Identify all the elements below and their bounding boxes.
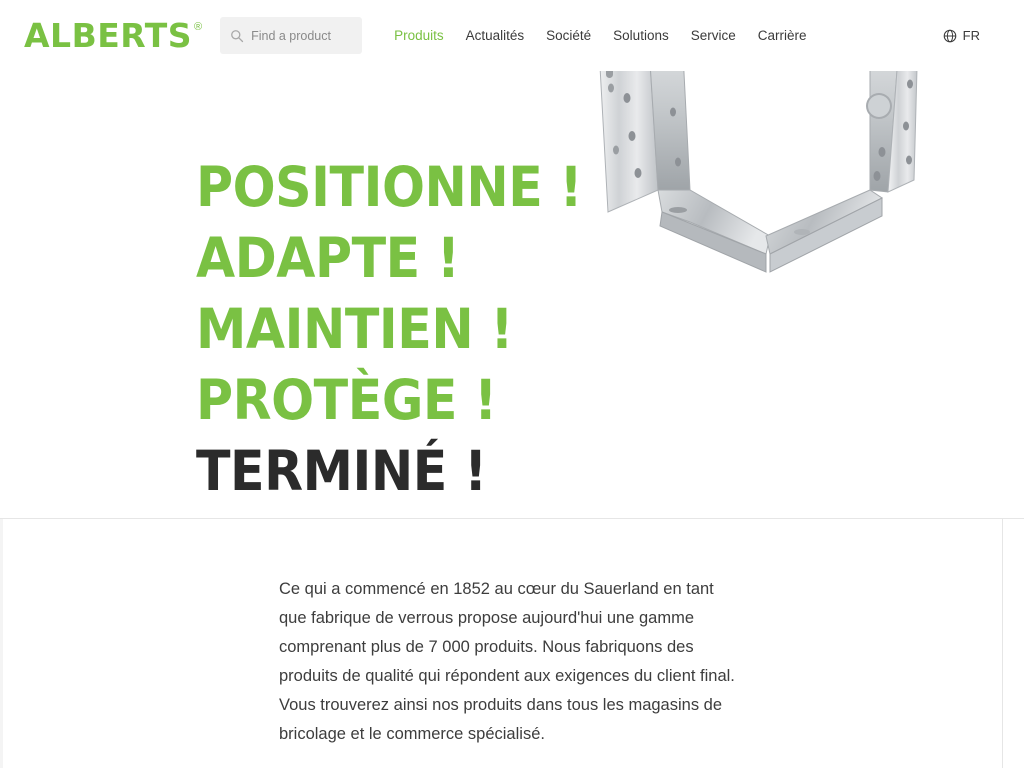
registered-mark-icon: ®	[193, 21, 203, 33]
site-header	[0, 0, 1024, 71]
nav-item-solutions[interactable]: Solutions	[613, 28, 669, 43]
language-selector[interactable]	[943, 28, 980, 43]
right-edge-strip	[1002, 519, 1024, 768]
headline-line-2: ADAPTE !	[196, 226, 460, 290]
hero-headline	[196, 152, 716, 507]
language-label: FR	[962, 28, 980, 43]
nav-item-societe[interactable]: Société	[546, 28, 592, 43]
left-edge-strip	[0, 519, 3, 768]
search-input[interactable]	[251, 29, 352, 43]
nav-item-produits[interactable]: Produits	[394, 28, 444, 43]
logo-text: ALBERTS	[24, 16, 192, 55]
headline-line-3: MAINTIEN !	[196, 297, 514, 361]
headline-line-1: POSITIONNE !	[196, 155, 583, 219]
brand-logo[interactable]	[24, 16, 203, 55]
intro-paragraph: Ce qui a commencé en 1852 au cœur du Sauerland en tant que fabrique de verrous propose aujourd'hui une gamme comprenant plus de 7 000 produits. Nous fabriquons des produits de qualité qui répondent aux exigences du client final. Vous trouverez ainsi nos produits dans tous les magasins de bricolage et le commerce spécialisé.	[279, 579, 735, 743]
main-navigation	[394, 28, 806, 43]
search-box[interactable]	[220, 17, 362, 54]
nav-item-carriere[interactable]: Carrière	[757, 28, 807, 43]
globe-icon	[943, 29, 957, 43]
headline-line-5: TERMINÉ !	[196, 439, 487, 503]
headline-line-4: PROTÈGE !	[196, 368, 497, 432]
search-icon	[230, 29, 244, 43]
nav-item-actualites[interactable]: Actualités	[465, 28, 525, 43]
nav-item-service[interactable]: Service	[690, 28, 736, 43]
